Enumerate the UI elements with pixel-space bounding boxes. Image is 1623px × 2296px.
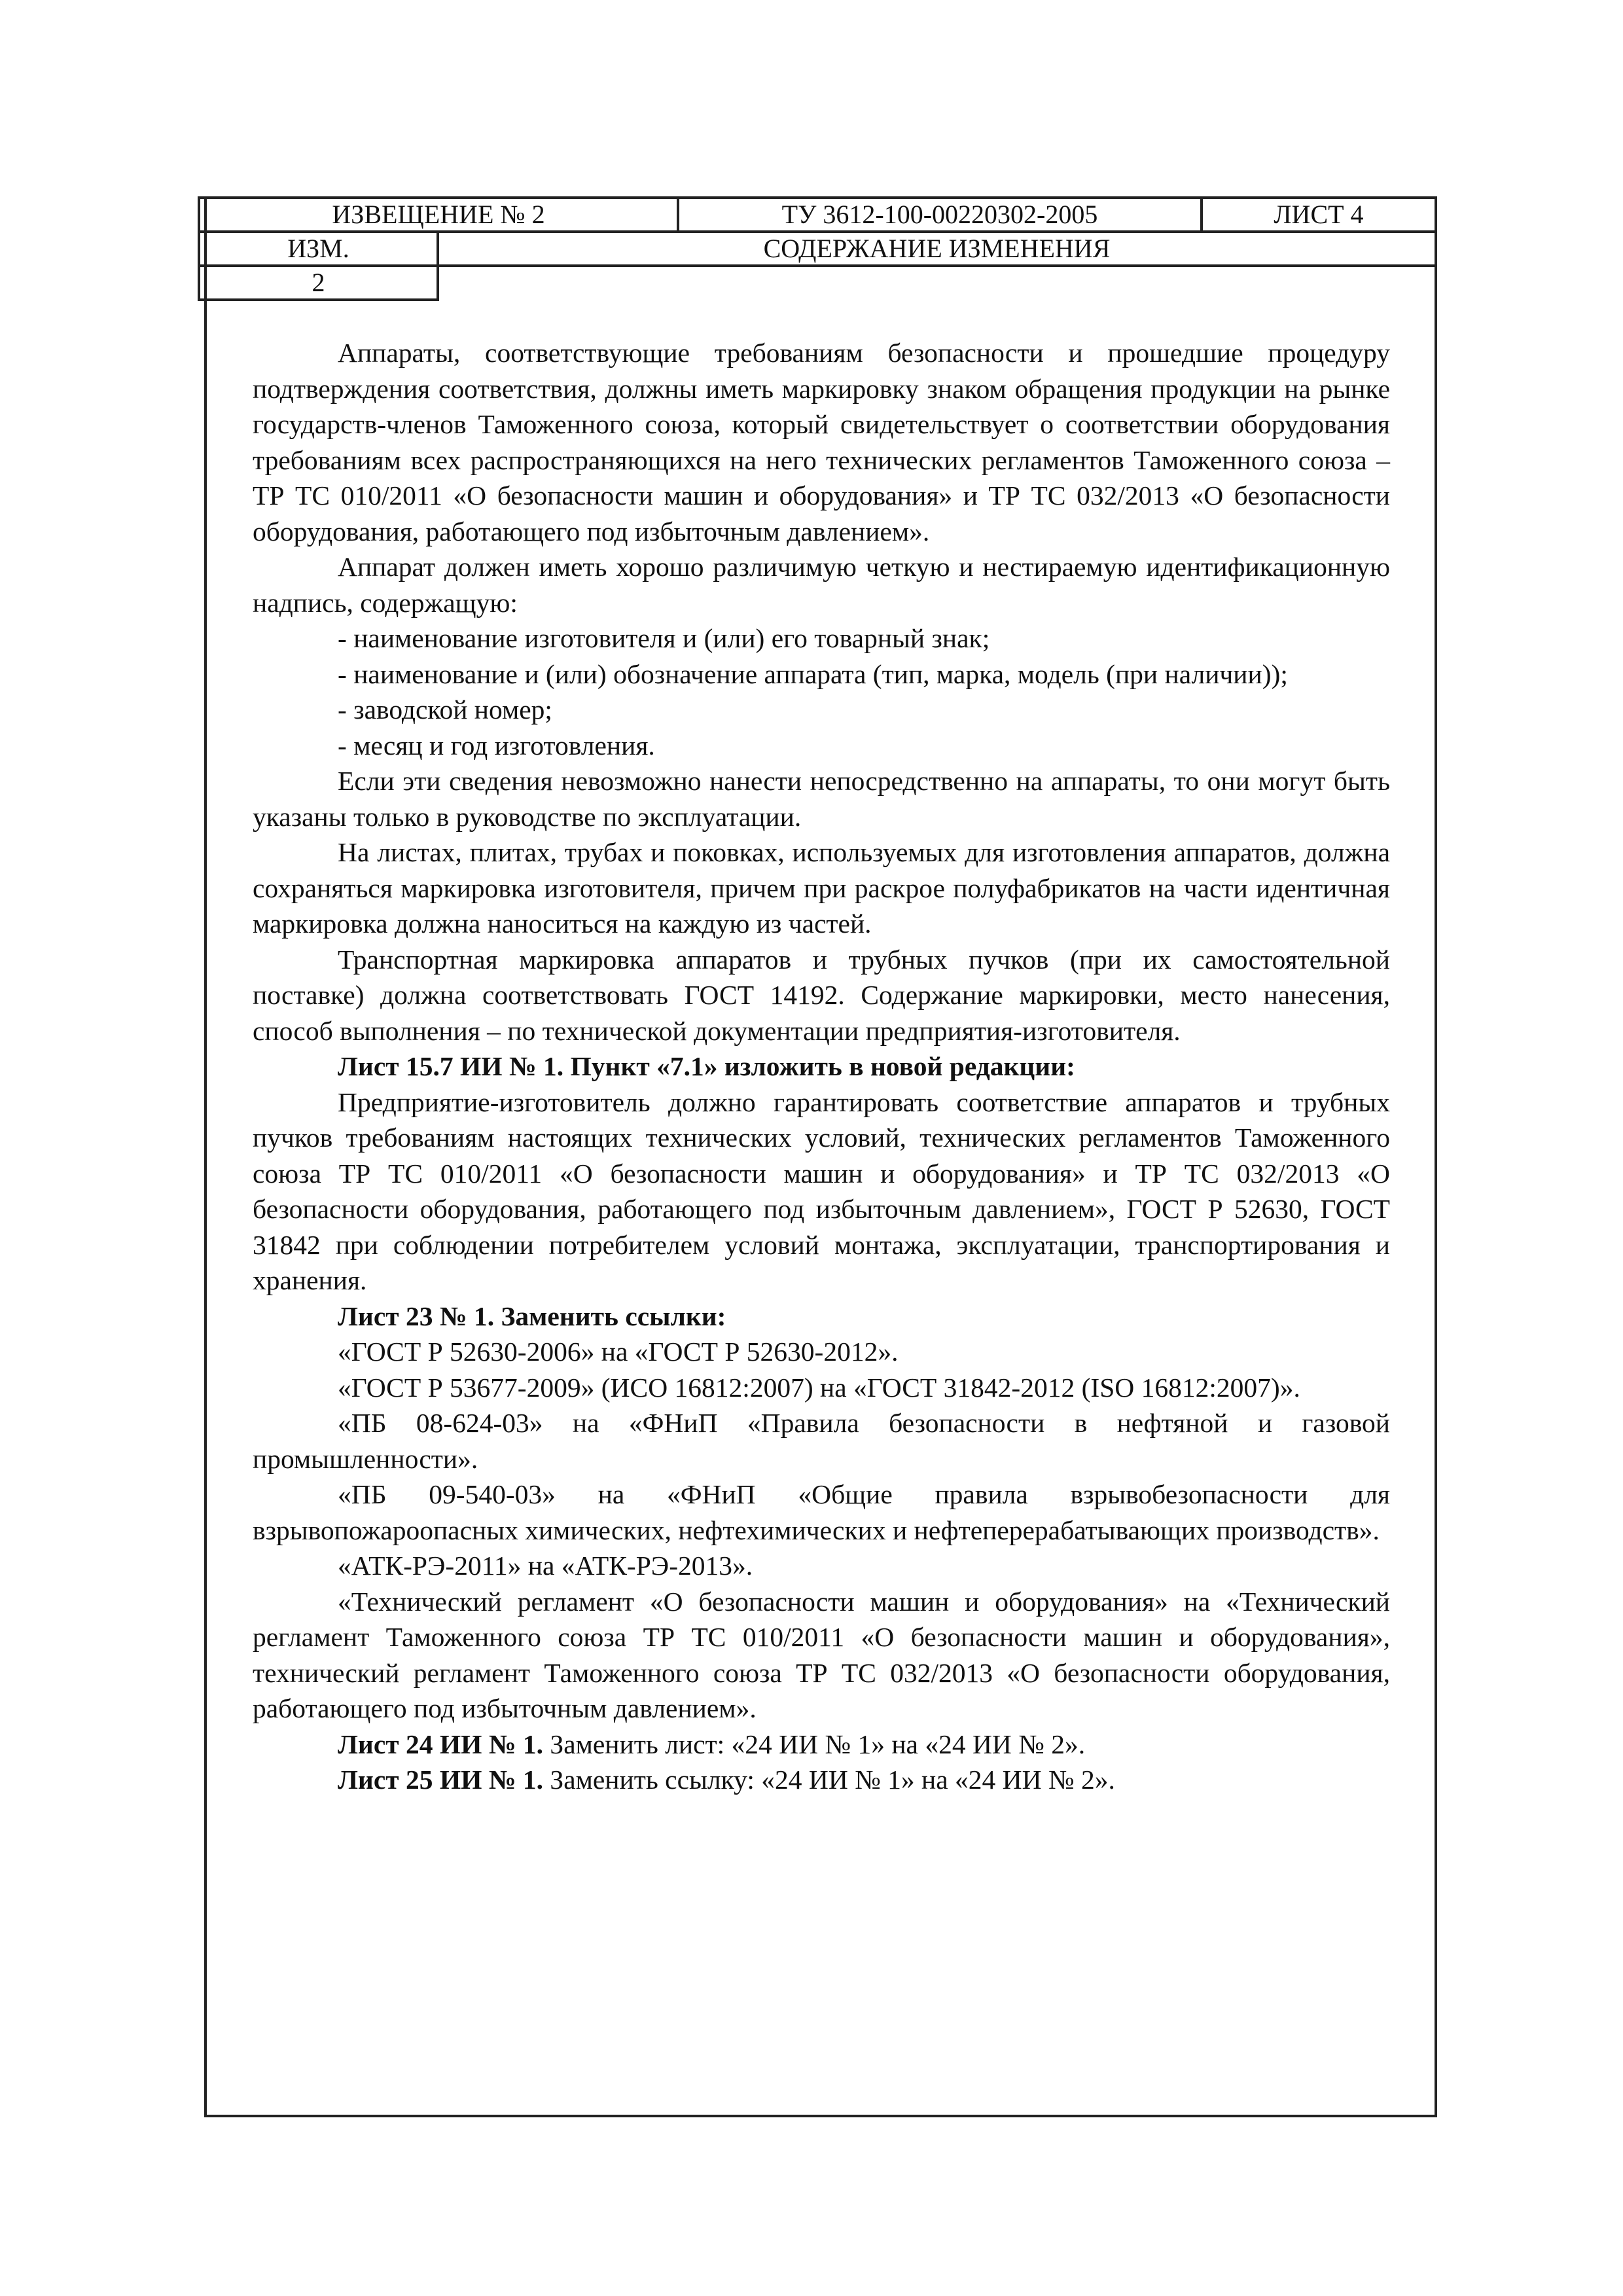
heading-sheet-15-7: Лист 15.7 ИИ № 1. Пункт «7.1» изложить в новой редакции: [338,1051,1075,1081]
header-row-2 [199,232,1436,266]
paragraph-marking: Аппараты, соответствующие требованиям безопасности и прошедшие процедуру подтверждения соответствия, должны иметь маркировку знаком обращения продукции на рынке государств-членов Таможенного союза, который свидетельствует о соответствии оборудования требованиям всех распространяющихся на него технических регламентов Таможенного союза – ТР ТС 010/2011 «О безопасности машин и оборудования» и ТР ТС 032/2013 «О безопасности оборудования, работающего под избыточным давлением». [253,338,1390,547]
paragraph-manual: Если эти сведения невозможно нанести непосредственно на аппараты, то они могут быть указаны только в руководстве по эксплуатации. [253,766,1390,832]
list-item: - месяц и год изготовления. [338,730,655,761]
list-item: - наименование и (или) обозначение аппарата (тип, марка, модель (при наличии)); [338,658,1288,689]
sheet-number: ЛИСТ 4 [1202,198,1436,232]
change-content-label: СОДЕРЖАНИЕ ИЗМЕНЕНИЯ [438,232,1436,266]
paragraph-identification: Аппарат должен иметь хорошо различимую четкую и нестираемую идентификационную надпись, содержащую: [253,552,1390,618]
reference-replacement: «Технический регламент «О безопасности машин и оборудования» на «Технический регламент Таможенного союза ТР ТС 010/2011 «О безопасности машин и оборудования», технический регламент Таможенного союза ТР ТС 032/2013 «О безопасности оборудования, работающего под избыточным давлением». [253,1586,1390,1723]
paragraph-warranty: Предприятие-изготовитель должно гарантировать соответствие аппаратов и трубных пучков требованиям настоящих технических условий, технических регламентов Таможенного союза ТР ТС 010/2011 «О безопасности машин и оборудования» и ТР ТС 032/2013 «О безопасности оборудования, работающего под избыточным давлением», ГОСТ Р 52630, ГОСТ 31842 при соблюдении потребителем условий монтажа, эксплуатации, транспортирования и хранения. [253,1086,1390,1295]
sheet-24-text: Заменить лист: «24 ИИ № 1» на «24 ИИ № 2». [543,1729,1086,1759]
reference-replacement: «ГОСТ Р 52630-2006» на «ГОСТ Р 52630-2012». [338,1336,899,1367]
sheet-25-change [253,1762,1390,1798]
reference-replacement: «ПБ 08-624-03» на «ФНиП «Правила безопасности в нефтяной и газовой промышленности». [253,1408,1390,1474]
sheet-24-label: Лист 24 ИИ № 1. [338,1729,544,1759]
reference-replacement: «АТК-РЭ-2011» на «АТК-РЭ-2013». [338,1551,753,1581]
sheet-24-change [253,1727,1390,1763]
reference-replacement: «ГОСТ Р 53677-2009» (ИСО 16812:2007) на «ГОСТ 31842-2012 (ISO 16812:2007)». [338,1372,1300,1403]
header-table [198,196,1437,301]
change-content [253,335,1390,1798]
sheet-25-text: Заменить ссылку: «24 ИИ № 1» на «24 ИИ № 2». [543,1765,1115,1795]
tu-designation: ТУ 3612-100-00220302-2005 [678,198,1202,232]
header-empty-cell [438,266,1436,300]
izm-value: 2 [199,266,438,300]
paragraph-materials: На листах, плитах, трубах и поковках, используемых для изготовления аппаратов, должна сохраняться маркировка изготовителя, причем при раскрое полуфабрикатов на части идентичная маркировка должна наноситься на каждую из частей. [253,837,1390,939]
izm-label: ИЗМ. [199,232,438,266]
heading-sheet-23: Лист 23 № 1. Заменить ссылки: [338,1300,726,1331]
sheet-25-label: Лист 25 ИИ № 1. [338,1765,544,1795]
notice-number: ИЗВЕЩЕНИЕ № 2 [199,198,678,232]
reference-replacement: «ПБ 09-540-03» на «ФНиП «Общие правила взрывобезопасности для взрывопожароопасных химических, нефтехимических и нефтеперерабатывающих производств». [253,1479,1390,1545]
header-row-3 [199,266,1436,300]
list-item: - заводской номер; [338,694,552,725]
paragraph-transport-marking: Транспортная маркировка аппаратов и трубных пучков (при их самостоятельной поставке) должна соответствовать ГОСТ 14192. Содержание маркировки, место нанесения, способ выполнения – по технической документации предприятия-изготовителя. [253,944,1390,1046]
header-row [199,198,1436,232]
list-item: - наименование изготовителя и (или) его товарный знак; [338,623,990,653]
